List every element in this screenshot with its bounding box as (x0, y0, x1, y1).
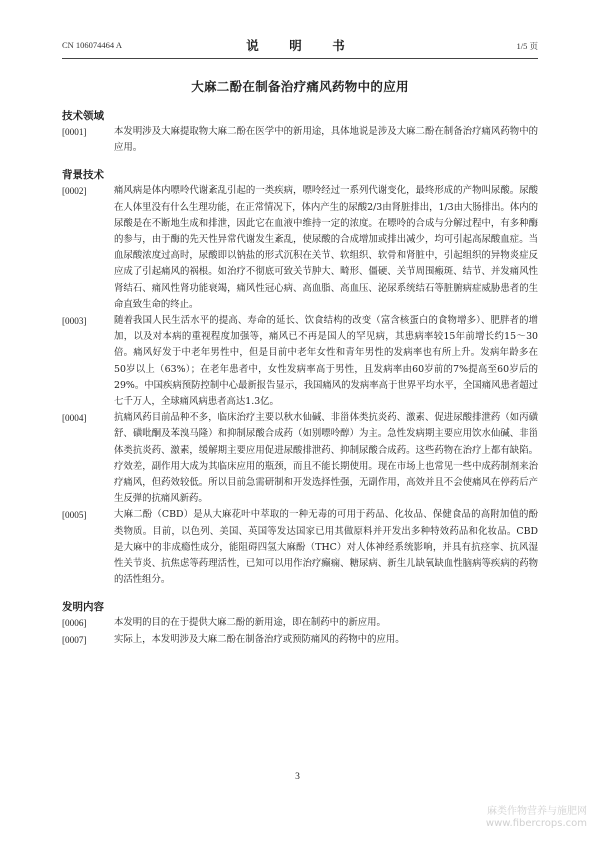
section-heading-background: 背景技术 (62, 169, 104, 182)
paragraph-number: [0003] (62, 316, 87, 327)
section-heading-technical-field: 技术领域 (62, 110, 104, 122)
section-heading-summary: 发明内容 (62, 601, 104, 614)
watermark (486, 806, 587, 830)
paragraph-text: 本发明涉及大麻提取物大麻二酚在医学中的新用途，具体地说是涉及大麻二酚在制备治疗痛风药物中的应用。 (114, 126, 538, 154)
paragraph-number: [0007] (62, 634, 87, 645)
document-body (62, 108, 538, 648)
page-of: 1/5 页 (516, 41, 538, 51)
watermark-line-2: www.fibercrops.com (485, 818, 587, 829)
paragraph-text: 本发明的目的在于提供大麻二酚的新用途，即在制药中的新应用。 (114, 617, 386, 629)
paragraph-text: 抗痛风药目前品种不多，临床治疗主要以秋水仙碱、非甾体类抗炎药、激素、促进尿酸排泄药（如丙磺舒、磺吡酮及苯溴马隆）和抑制尿酸合成药（如别嘌呤醇）为主。急性发病期主要应用饮水仙碱、非甾体类抗炎药、激素，缓解期主要应用促进尿酸排泄药、抑制尿酸合成药。这些药物在治疗上都有缺陷。疗效差，副作用大成为其临床应用的瓶颈，而且不能长期使用。现在市场上也常见一些中成药制剂来治疗痛风，但药效较低。所以目前急需研制和开发选择性强，无副作用，高效并且不会使痛风在停药后产生反弹的抗痛风新药。 (114, 412, 538, 505)
page-number: 3 (295, 772, 300, 782)
paragraph (62, 124, 538, 156)
doc-number: CN 106074464 A (62, 40, 122, 50)
header-divider (62, 58, 538, 59)
paragraph (62, 507, 538, 588)
paragraph (62, 615, 538, 631)
paragraph (62, 183, 538, 313)
paragraph (62, 410, 538, 507)
watermark-line-1: 麻类作物营养与施肥网 (487, 806, 587, 817)
document-title: 大麻二酚在制备治疗痛风药物中的应用 (191, 79, 409, 94)
paragraph (62, 313, 538, 410)
doc-type: 说 明 书 (246, 38, 354, 53)
paragraph-text: 随着我国人民生活水平的提高、寿命的延长、饮食结构的改变（富含核蛋白的食物增多）、肥胖者的增加，以及对本病的重视程度加强等，痛风已不再是国人的罕见病，其患病率较15年前增长约15～30倍。痛风好发于中老年男性中，但是目前中老年女性和青年男性的发病率也有所上升。发病年龄多在50岁以上（63%）；在老年患者中，女性发病率高于男性，且发病率由60岁前的7%提高至60岁后的29%。中国疾病预防控制中心最新报告显示，我国痛风的发病率高于世界平均水平，全国痛风患者超过七千万人，全球痛风病患者高达1.3亿。 (114, 315, 538, 408)
paragraph-number: [0005] (62, 510, 87, 521)
paragraph-text: 痛风病是体内嘌呤代谢紊乱引起的一类疾病，嘌呤经过一系列代谢变化，最终形成的产物叫尿酸。尿酸在人体里没有什么生理功能，在正常情况下，体内产生的尿酸2/3由肾脏排出，1/3由大肠排出。体内的尿酸是在不断地生成和排泄，因此它在血液中维持一定的浓度。在嘌呤的合成与分解过程中，有多种酶的参与，由于酶的先天性异常代谢发生紊乱，使尿酸的合成增加或排出减少，均可引起高尿酸血症。当血尿酸浓度过高时，尿酸即以钠盐的形式沉积在关节、软组织、软骨和肾脏中，引起组织的异物炎症反应成了引起痛风的祸根。如治疗不彻底可致关节肿大、畸形、僵硬、关节周围瘢斑、结节、并发痛风性肾结石、痛风性肾功能衰竭，痛风性冠心病、高血脂、高血压、泌尿系统结石等脏腑病症威胁患者的生命直致生命的终止。 (114, 185, 538, 310)
paragraph-number: [0001] (62, 127, 87, 137)
page-header (62, 36, 538, 56)
paragraph-text: 实际上，本发明涉及大麻二酚在制备治疗或预防痛风的药物中的应用。 (114, 633, 405, 645)
paragraph-number: [0006] (62, 618, 87, 629)
paragraph-text: 大麻二酚（CBD）是从大麻花叶中萃取的一种无毒的可用于药品、化妆品、保健食品的高附加值的酚类物质。目前，以色列、美国、英国等发达国家已用其做原料并开发出多种特效药品和化妆品。CBD是大麻中的非成瘾性成分，能阻碍四氢大麻酚（THC）对人体神经系统影响，并具有抗痉挛、抗风湿性关节炎、抗焦虑等药理活性，已知可以用作治疗癫痫、糖尿病、新生儿缺氧缺血性脑病等疾病的药物的活性组分。 (114, 509, 538, 586)
paragraph-number: [0004] (62, 413, 87, 424)
paragraph (62, 632, 538, 648)
paragraph-number: [0002] (62, 186, 87, 197)
